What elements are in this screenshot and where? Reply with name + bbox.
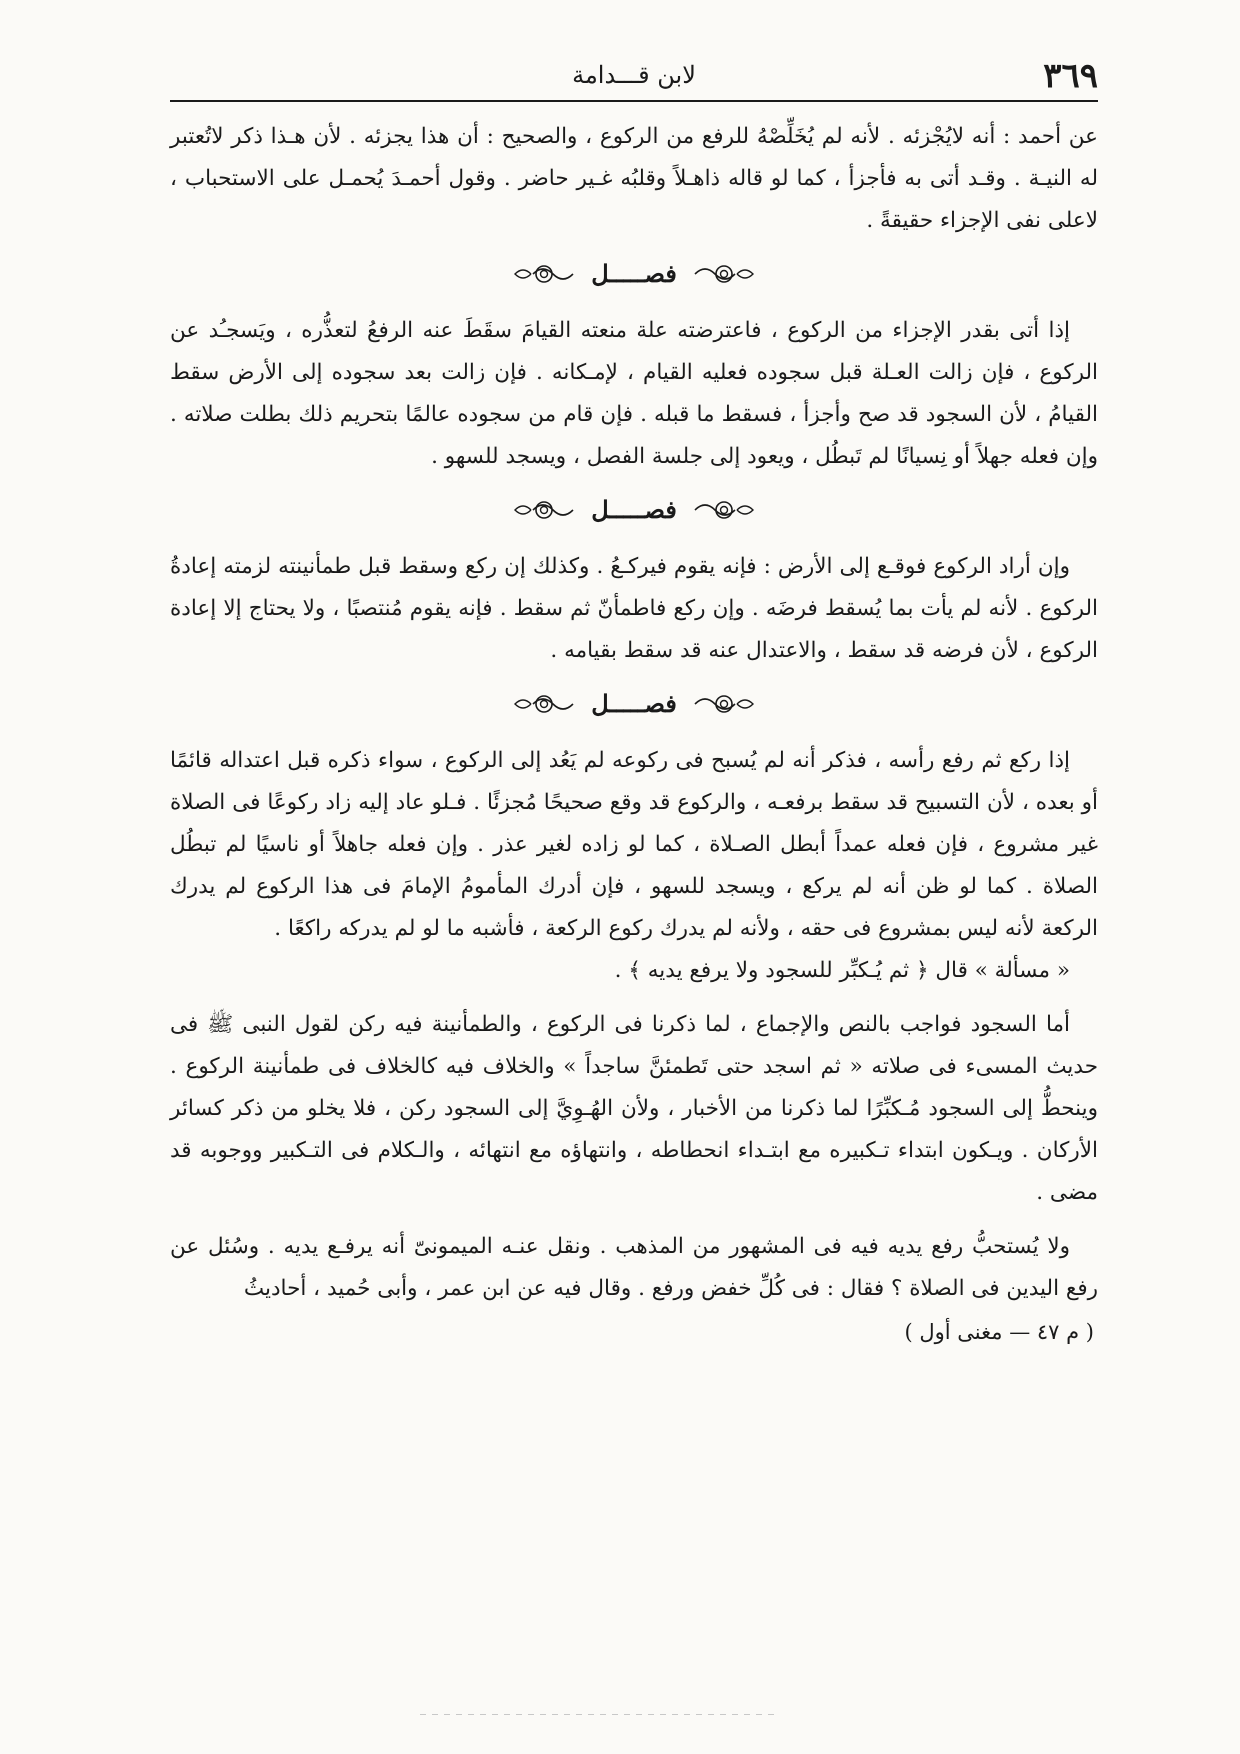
paragraph-4: إذا ركع ثم رفع رأسه ، فذكر أنه لم يُسبح فى ركوعه لم يَعُد إلى الركوع ، سواء ذكره قبل اعتداله قائمًا أو بعده ، لأن التسبيح قد سقط برفعـه ، والركوع قد وقع صحيحًا مُجزئًا . فـلو عاد إليه زاد ركوعًا فى الصلاة غير مشروع ، فإن فعله عمداً أبطل الصـلاة ، كما لو زاده لغير عذر . وإن فعله جاهلاً أو ناسيًا لم تبطُل الصلاة . كما لو ظن أنه لم يركع ، ويسجد للسهو ، فإن أدرك المأمومُ الإمامَ فى هذا الركوع لم يدرك الركعة لأنه ليس بمشروع فى حقه ، ولأنه لم يدرك ركوع الركعة ، فأشبه ما لو لم يدركه راكعًا . (170, 748, 1098, 941)
page-body (170, 116, 1098, 1352)
paragraph-3: وإن أراد الركوع فوقـع إلى الأرض : فإنه يقوم فيركـعُ . وكذلك إن ركع وسقط قبل طمأنينته لزمته إعادةُ الركوع . لأنه لم يأت بما يُسقط فرضَه . وإن ركع فاطمأنّ ثم سقط . فإنه يقوم مُنتصبًا ، ولا يحتاج إلا إعادة الركوع ، لأن فرضه قد سقط ، والاعتدال عنه قد سقط بقيامه . (170, 554, 1098, 663)
page (170, 52, 1098, 1352)
page-number: ٣٦٩ (1043, 56, 1098, 96)
paragraph-6: أما السجود فواجب بالنص والإجماع ، لما ذكرنا فى الركوع ، والطمأنينة فيه ركن لقول النبى ﷺ فى حديث المسىء فى صلاته « ثم اسجد حتى تَطمئنَّ ساجداً » والخلاف فيه كالخلاف فى طمأنينة الركوع . وينحطُّ إلى السجود مُـكبِّرًا لما ذكرنا من الأخبار ، ولأن الهُـوِيَّ إلى السجود ركن ، فلا يخلو من ذكر كسائر الأركان . ويـكون ابتداء تـكبيره مع ابتـداء انحطاطه ، وانتهاؤه مع انتهائه ، والـكلام فى التـكبير ووجوبه قد مضى . (170, 1012, 1098, 1205)
ornament-icon (691, 261, 757, 287)
section-label: فصـــــل (591, 259, 677, 288)
paragraph-7: ولا يُستحبُّ رفع يديه فيه فى المشهور من المذهب . ونقل عنـه الميمونىّ أنه يرفـع يديه . وسُئل عن رفع اليدين فى الصلاة ؟ فقال : فى كُلِّ خفض ورفع . وقال فيه عن ابن عمر ، وأبى حُميد ، أحاديثُ (170, 1234, 1098, 1301)
section-heading-1 (170, 246, 1098, 302)
ornament-icon (511, 497, 577, 523)
running-title: لابن قـــدامة (572, 61, 696, 89)
section-label: فصـــــل (591, 689, 677, 718)
signature-mark: ( م ٤٧ — مغنى أول ) (904, 1320, 1094, 1344)
ornament-icon (511, 691, 577, 717)
section-heading-3 (170, 676, 1098, 732)
ornament-icon (691, 691, 757, 717)
ornament-icon (511, 261, 577, 287)
section-label: فصـــــل (591, 495, 677, 524)
bottom-rule (420, 1714, 780, 1715)
running-header (170, 52, 1098, 102)
section-heading-2 (170, 482, 1098, 538)
masala-heading: « مسألة » قال ﴿ ثم يُـكبِّر للسجود ولا يرفع يديه ﴾ . (614, 958, 1070, 983)
paragraph-2: إذا أتى بقدر الإجزاء من الركوع ، فاعترضته علة منعته القيامَ سقَطَ عنه الرفعُ لتعذُّره ، ويَسجـُد عن الركوع ، فإن زالت العـلة قبل سجوده فعليه القيام ، لإمـكانه . فإن زالت بعد سجوده إلى الأرض سقط القيامُ ، لأن السجود قد صح وأجزأ ، فسقط ما قبله . فإن قام من سجوده عالمًا بتحريم ذلك بطلت صلاته . وإن فعله جهلاً أو نِسيانًا لم تَبطُل ، ويعود إلى جلسة الفصل ، ويسجد للسهو . (170, 318, 1098, 469)
paragraph-1: عن أحمد : أنه لايُجْزئه . لأنه لم يُخَلِّصْهُ للرفع من الركوع ، والصحيح : أن هذا يجزئه . لأن هـذا ذكر لاتُعتبر له النيـة . وقـد أتى به فأجزأ ، كما لو قاله ذاهـلاً وقلبُه غـير حاضر . وقول أحمـدَ يُحمـل على الاستحباب ، لاعلى نفى الإجزاء حقيقةً . (170, 124, 1098, 233)
ornament-icon (691, 497, 757, 523)
